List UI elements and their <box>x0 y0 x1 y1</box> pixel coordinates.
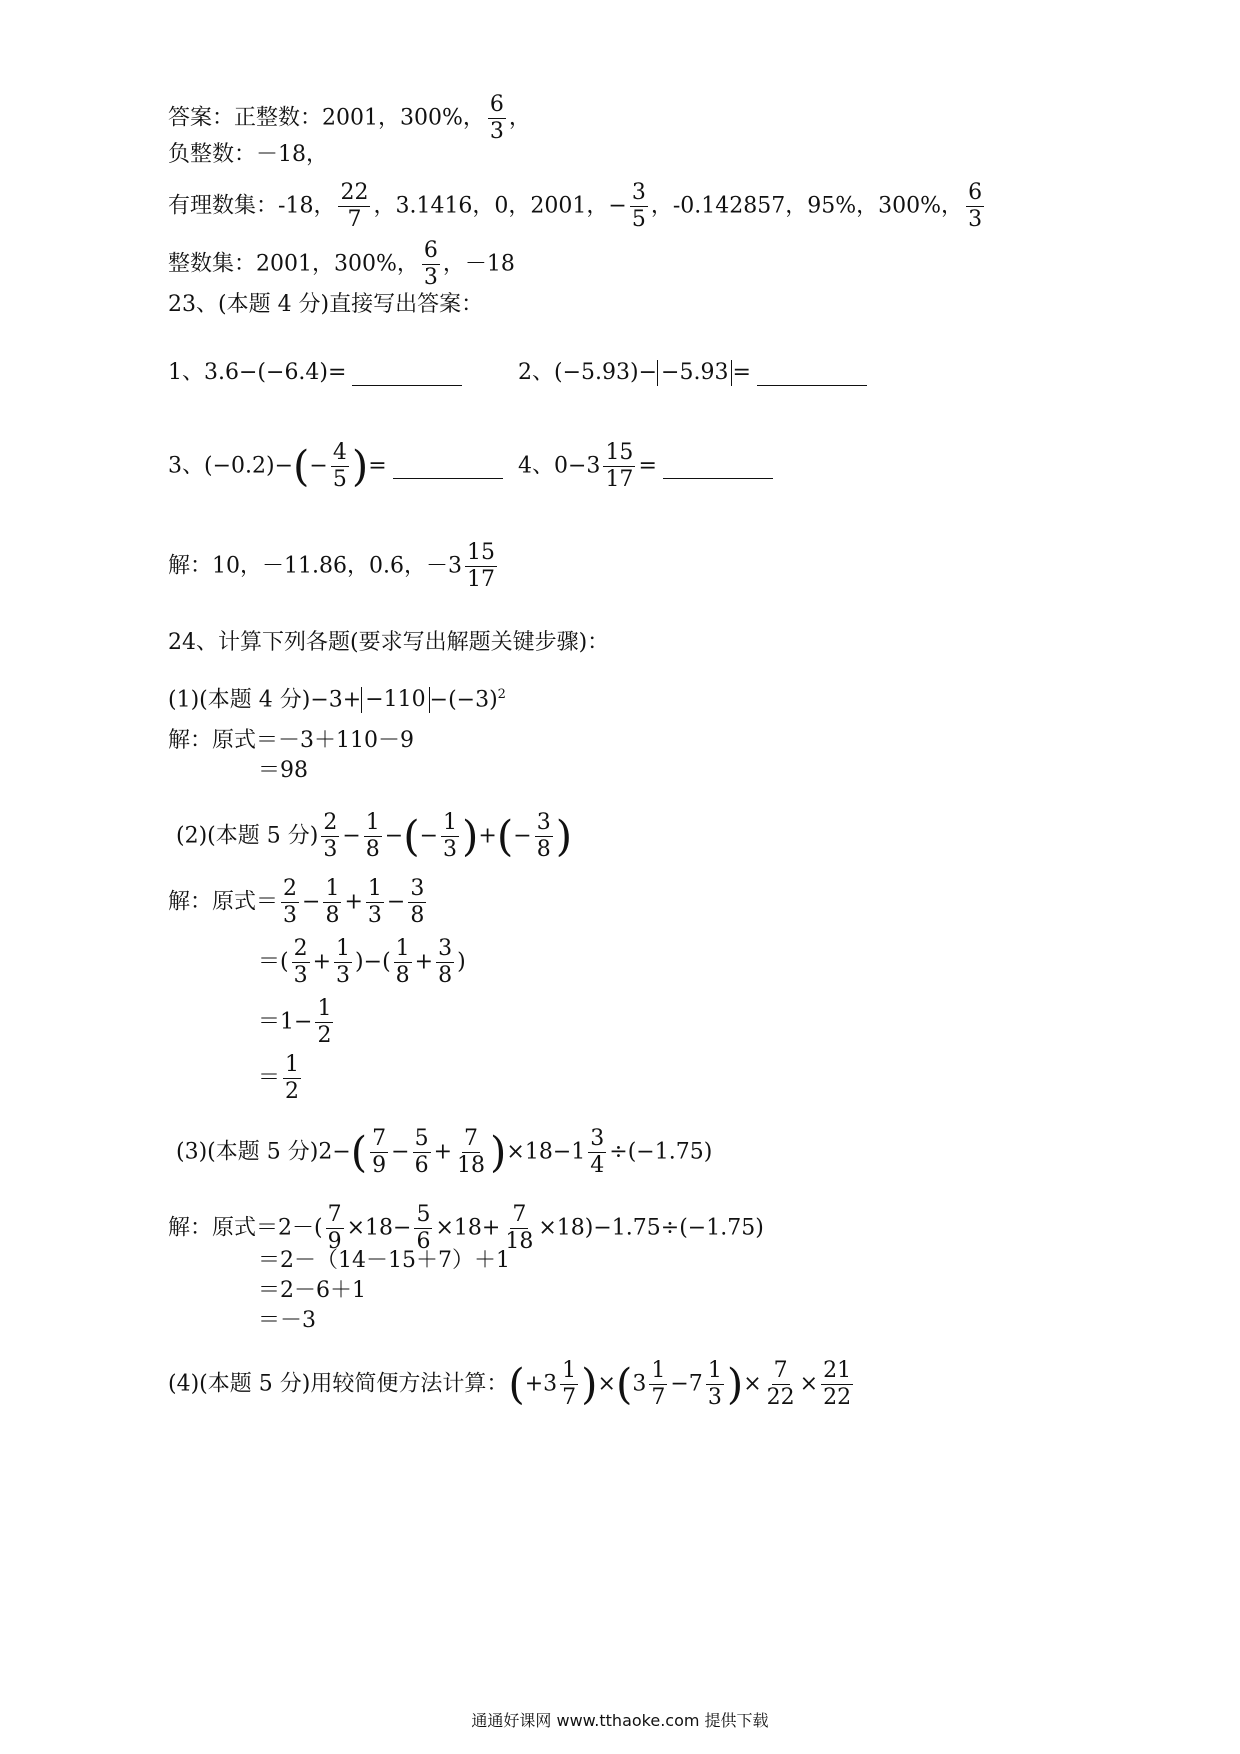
fraction: $\frac{22}{7}$ <box>340 180 369 232</box>
answer-integer-set: 整数集：2001，300%， $\frac{6}{3}$ ，－18 <box>168 238 515 290</box>
q24-part-3-step-2: ＝2－（14－15＋7）＋1 <box>258 1248 510 1273</box>
q24-part-1: (1)(本题 4 分)$-3+ -110 -(-3)^2$ <box>168 687 506 713</box>
fraction: $\frac{4}{5}$ <box>332 440 347 492</box>
q24-part-4: (4)(本题 5 分)用较简便方法计算：(+3 $\frac{1}{7}$ )×(3 $\frac{1}{7}$ −7 $\frac{1}{3}$ )× $\frac{7}{22}$ × $\frac{21}{22}$ <box>168 1358 852 1410</box>
fraction: $\frac{15}{17}$ <box>466 540 495 592</box>
q24-part-3-step-3: ＝2－6＋1 <box>258 1278 366 1303</box>
q24-part-2-step-3: ＝1− $\frac{1}{2}$ <box>258 996 332 1048</box>
q24-title: 24、计算下列各题(要求写出解题关键步骤)： <box>168 630 610 655</box>
fraction: $\frac{6}{3}$ <box>968 180 983 232</box>
q24-part-2-solution: 解：原式＝ $\frac{2}{3}$ − $\frac{1}{8}$ + $\frac{1}{3}$ − $\frac{3}{8}$ <box>168 876 425 928</box>
answer-blank <box>663 454 773 479</box>
answer-blank <box>352 361 462 386</box>
q24-part-2-step-2: ＝( $\frac{2}{3}$ + $\frac{1}{3}$ )−( $\frac{1}{8}$ + $\frac{3}{8}$ ) <box>258 936 466 988</box>
q23-title: 23、(本题 4 分)直接写出答案： <box>168 292 484 317</box>
fraction: $\frac{3}{5}$ <box>631 180 646 232</box>
answer-negative-integers: 负整数：－18， <box>168 142 329 167</box>
q24-part-2-result: ＝ $\frac{1}{2}$ <box>258 1052 300 1104</box>
answer-positive-integers: 答案：正整数：2001，300%， $\frac{6}{3}$ ， <box>168 92 531 144</box>
fraction: $\frac{15}{17}$ <box>605 440 634 492</box>
answer-rational-set: 有理数集：-18， $\frac{22}{7}$ ，3.1416，0，2001，− $\frac{3}{5}$ ，-0.142857，95%，300%， $\frac{6}{3}$ <box>168 180 983 232</box>
q23-solution: 解：10，－11.86，0.6，－3 $\frac{15}{17}$ <box>168 540 495 592</box>
answer-blank <box>393 454 503 479</box>
q24-part-1-solution: 解：原式＝－3＋110－9 <box>168 728 414 753</box>
answer-blank <box>757 361 867 386</box>
q24-part-3-solution: 解：原式＝2－( $\frac{7}{9}$ ×18− $\frac{5}{6}$ ×18+ $\frac{7}{18}$ ×18)−1.75÷(−1.75) <box>168 1202 764 1254</box>
q23-item-1: 1、3.6−(−6.4)= <box>168 358 462 388</box>
q24-part-1-result: ＝98 <box>258 758 308 783</box>
q23-item-4: 4、0−3 $\frac{15}{17}$ = <box>518 440 773 493</box>
fraction: $\frac{6}{3}$ <box>489 92 504 144</box>
q23-item-3: 3、(−0.2)−(− $\frac{4}{5}$ )= <box>168 440 503 493</box>
fraction: $\frac{6}{3}$ <box>423 238 438 290</box>
q24-part-3-result: ＝－3 <box>258 1308 316 1333</box>
q24-part-3: (3)(本题 5 分)2−( $\frac{7}{9}$ − $\frac{5}{6}$ + $\frac{7}{18}$ )×18−1 $\frac{3}{4}$ ÷(−1.75) <box>176 1126 713 1178</box>
q23-item-2: 2、(−5.93)− −5.93 = <box>518 358 867 388</box>
q24-part-2: (2)(本题 5 分) $\frac{2}{3}$ − $\frac{1}{8}$ −(− $\frac{1}{3}$ )+(− $\frac{3}{8}$ ) <box>176 810 573 862</box>
footer-credit: 通通好课网 www.tthaoke.com 提供下载 <box>471 1711 769 1730</box>
